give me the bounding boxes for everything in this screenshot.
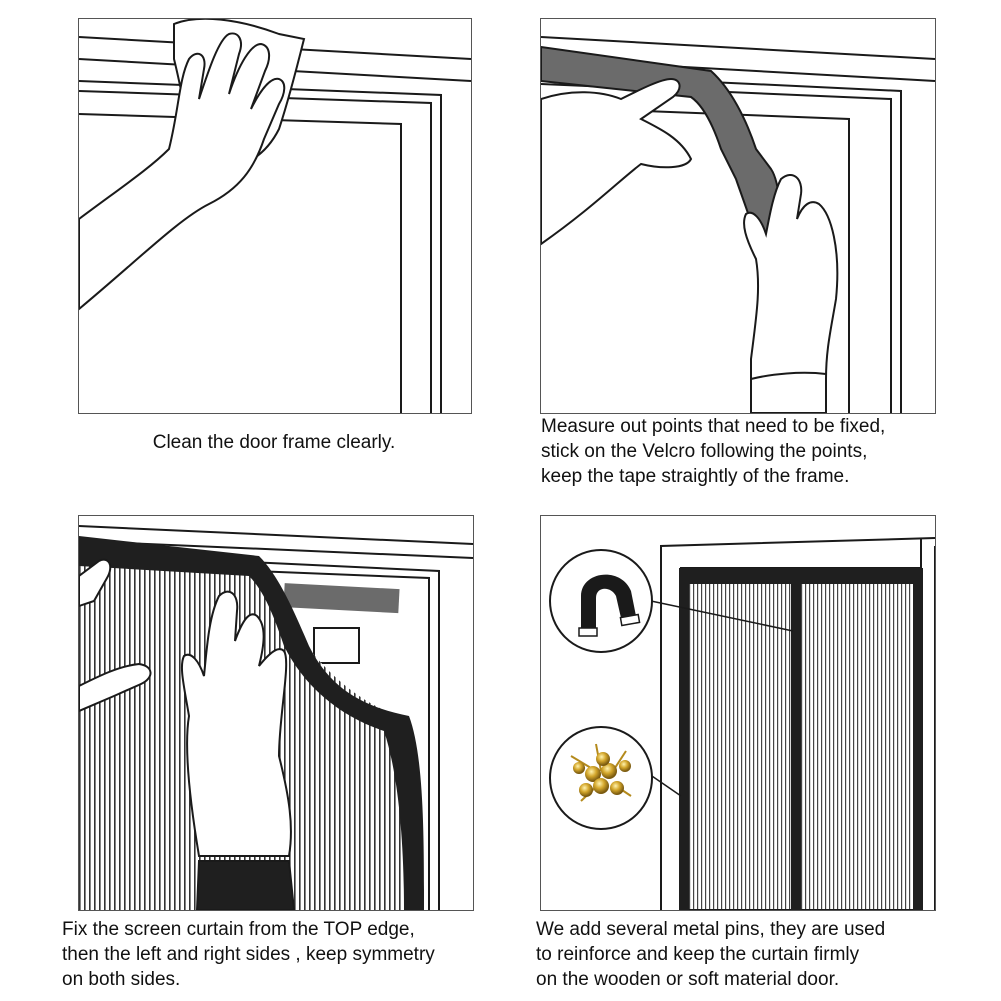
- caption-line: keep the tape straightly of the frame.: [541, 466, 850, 487]
- step-4-illustration: [540, 515, 936, 911]
- caption-line: then the left and right sides , keep symmetry: [62, 944, 435, 965]
- caption-line: on both sides.: [62, 969, 181, 990]
- hand-icon: [541, 79, 691, 244]
- caption-line: Clean the door frame clearly.: [152, 432, 396, 453]
- caption-line: to reinforce and keep the curtain firmly: [536, 944, 860, 965]
- step-3-illustration: [78, 515, 474, 911]
- step-1-illustration: [78, 18, 472, 414]
- caption-line: Fix the screen curtain from the TOP edge,: [62, 919, 415, 940]
- caption-line: stick on the Velcro following the points,: [541, 441, 868, 462]
- caption-line: Measure out points that need to be fixed,: [541, 416, 886, 437]
- step-3-caption: [62, 917, 502, 992]
- magnet-icon: [550, 550, 652, 652]
- metal-pins-icon: [550, 727, 652, 829]
- step-2-caption: [541, 414, 961, 489]
- caption-line: We add several metal pins, they are used: [536, 919, 886, 940]
- step-2-illustration: [540, 18, 936, 414]
- step-4-caption: [536, 917, 976, 992]
- step-1-caption: [78, 430, 470, 455]
- caption-line: on the wooden or soft material door.: [536, 969, 840, 990]
